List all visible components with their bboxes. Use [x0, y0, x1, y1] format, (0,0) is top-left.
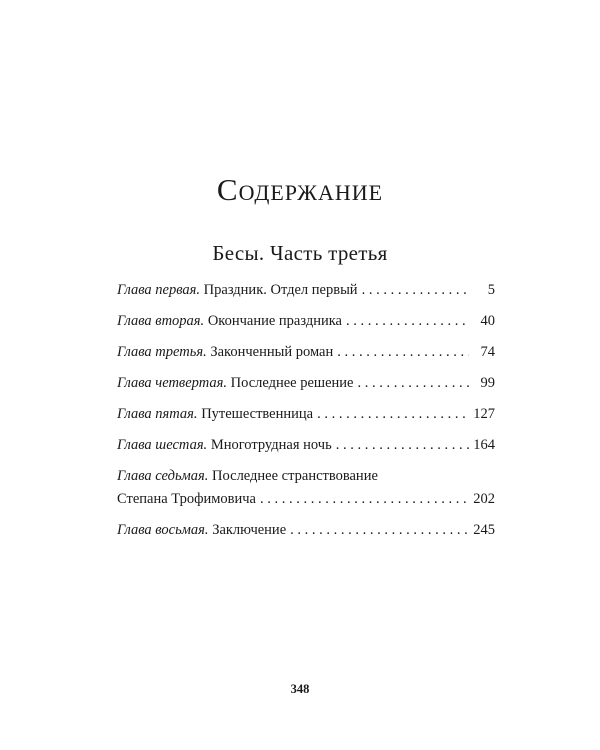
toc-entry-2[interactable]: [117, 312, 495, 330]
chapter-title: Последнее странствование: [212, 468, 378, 484]
chapter-title: Последнее решение: [230, 375, 354, 391]
chapter-label: Глава третья.: [117, 344, 207, 360]
table-of-contents: [117, 281, 495, 552]
chapter-label: Глава четвертая.: [117, 375, 227, 391]
page-number: 348: [290, 682, 310, 696]
page-ref: 127: [473, 406, 495, 422]
chapter-label: Глава седьмая.: [117, 468, 209, 484]
chapter-label: Глава первая.: [117, 282, 201, 298]
dot-leader: [336, 436, 469, 454]
chapter-label: Глава шестая.: [117, 437, 208, 453]
toc-entry-5[interactable]: [117, 405, 495, 423]
toc-entry-3[interactable]: [117, 343, 495, 361]
dot-leader: [290, 521, 469, 539]
page-ref: 99: [480, 375, 495, 391]
page-title: Содержание: [216, 172, 384, 207]
chapter-title: Путешественница: [201, 406, 314, 422]
chapter-label: Глава вторая.: [117, 313, 205, 329]
chapter-title: Праздник. Отдел первый: [203, 282, 358, 298]
page-ref: 5: [487, 282, 495, 298]
chapter-title-continuation: Степана Трофимовича: [117, 491, 256, 507]
toc-entry-8[interactable]: [117, 521, 495, 539]
toc-entry-6[interactable]: [117, 436, 495, 454]
page-ref: 202: [473, 491, 495, 507]
page-ref: 245: [473, 522, 495, 538]
page-ref: 40: [480, 313, 495, 329]
dot-leader: [362, 281, 469, 299]
chapter-title: Окончание праздника: [207, 313, 342, 329]
toc-entry-7[interactable]: [117, 467, 495, 508]
dot-leader: [317, 405, 469, 423]
chapter-label: Глава пятая.: [117, 406, 198, 422]
chapter-title: Законченный роман: [210, 344, 334, 360]
dot-leader: [357, 374, 469, 392]
chapter-title: Заключение: [212, 522, 287, 538]
toc-entry-4[interactable]: [117, 374, 495, 392]
page-ref: 164: [473, 437, 495, 453]
section-title: Бесы. Часть третья: [212, 241, 388, 265]
dot-leader: [260, 490, 469, 508]
chapter-label: Глава восьмая.: [117, 522, 209, 538]
dot-leader: [346, 312, 469, 330]
page-ref: 74: [480, 344, 495, 360]
chapter-title: Многотрудная ночь: [210, 437, 332, 453]
toc-entry-1[interactable]: [117, 281, 495, 299]
dot-leader: [337, 343, 469, 361]
